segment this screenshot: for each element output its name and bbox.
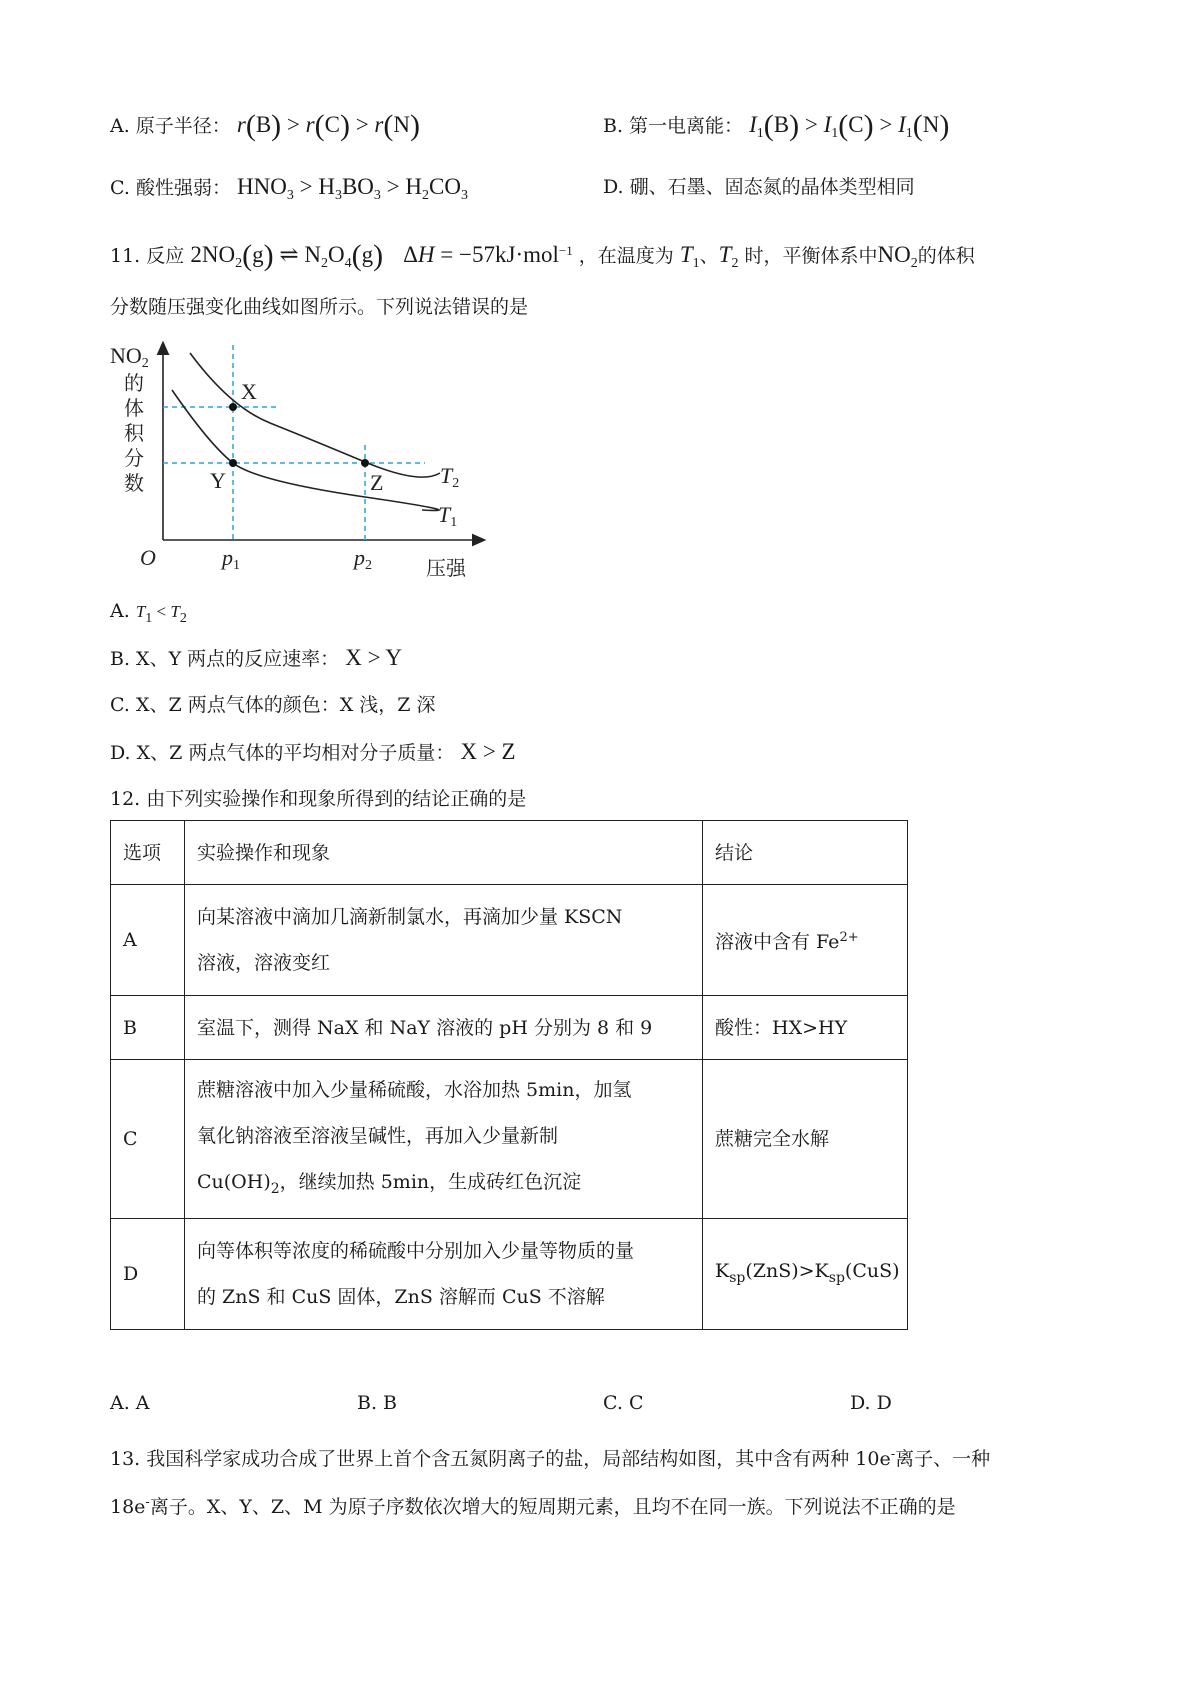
row-c-conclusion: 蔗糖完全水解 <box>703 1060 908 1219</box>
q11-number: 11. <box>110 245 141 267</box>
row-a-op-line1: 向某溶液中滴加几滴新制氯水，再滴加少量 KSCN <box>197 906 623 928</box>
q12-table <box>110 820 908 1330</box>
q13-line1: 13. 我国科学家成功合成了世界上首个含五氮阴离子的盐，局部结构如图，其中含有两种 10e-离子、一种 <box>110 1447 991 1470</box>
q10-option-a <box>110 109 420 142</box>
q11-option-d <box>110 739 516 766</box>
row-c-operation <box>185 1060 703 1219</box>
guide-lines <box>163 345 425 540</box>
row-a-op-line2: 溶液，溶液变红 <box>197 952 331 974</box>
q12-choice-a: A. A <box>110 1392 150 1414</box>
p2-label: p2 <box>354 545 372 573</box>
q11-option-a-expr: $T_1 < T_2$ <box>135 602 187 626</box>
point-x-dot <box>229 403 237 411</box>
q10-option-a-expr: r(B) > r(C) > r(N) <box>236 109 420 142</box>
point-y-label: Y <box>210 468 226 493</box>
point-x-label: X <box>241 379 257 404</box>
q10-option-c-label: C. 酸性强弱： <box>110 177 231 199</box>
y-axis-char-1: 的 <box>124 371 144 395</box>
row-d-conclusion: $K_{sp}(ZnS)>K_{sp}(CuS)$ <box>703 1219 908 1330</box>
x-axis-label: 压强 <box>426 556 466 580</box>
q11-t1: $T_1$ <box>679 242 700 271</box>
q11-lead: 反应 <box>146 245 185 267</box>
q10-option-c-expr: $HNO_3 > H_3BO_3 > H_2CO_3$ <box>237 174 468 203</box>
row-c-op-line2: 氧化钠溶液至溶液呈碱性，再加入少量新制 <box>197 1124 559 1147</box>
header-operation: 实验操作和现象 <box>185 821 703 885</box>
table-row <box>111 996 908 1060</box>
y-axis-char-5: 数 <box>124 471 144 495</box>
q13-line2: 18e-离子。X、Y、Z、M 为原子序数依次增大的短周期元素，且均不在同一族。下列说法不正确的是 <box>110 1495 956 1518</box>
q11-option-a-label: A. <box>110 600 130 622</box>
point-y-dot <box>229 459 237 467</box>
point-z-label: Z <box>370 470 384 495</box>
q10-option-b <box>603 109 950 147</box>
q12-question: 12. 由下列实验操作和现象所得到的结论正确的是 <box>110 788 527 810</box>
q11-tail: 时，平衡体系中 <box>744 245 878 267</box>
row-d-op-line2: 的 ZnS 和 CuS 固体，ZnS 溶解而 CuS 不溶解 <box>197 1286 605 1308</box>
q10-option-b-label: B. 第一电离能： <box>603 115 744 137</box>
y-axis-char-4: 分 <box>124 446 144 470</box>
row-d-option: D <box>111 1219 185 1330</box>
header-option: 选项 <box>111 821 185 885</box>
q11-mid: ，在温度为 <box>578 245 674 267</box>
q12-choice-c: C. C <box>603 1392 644 1414</box>
q11-option-b-expr: X > Y <box>345 645 403 670</box>
row-b-conclusion: 酸性：HX>HY <box>703 996 908 1060</box>
q10-option-b-expr: $I_1(B) > I_1(C) > I_1(N)$ <box>749 109 950 142</box>
y-axis-label-formula: NO2 <box>110 343 149 371</box>
row-d-operation <box>185 1219 703 1330</box>
q11-diagram <box>100 335 500 585</box>
q11-no2: $NO_2$ <box>877 242 918 271</box>
row-a-conclusion: 溶液中含有 $Fe^{2+}$ <box>703 885 908 996</box>
table-header-row <box>111 821 908 885</box>
row-c-option: C <box>111 1060 185 1219</box>
row-c-op-line1: 蔗糖溶液中加入少量稀硫酸，水浴加热 5min，加氢 <box>197 1078 632 1101</box>
table-row <box>111 1219 908 1330</box>
row-a-operation <box>185 885 703 996</box>
q11-tail2: 的体积 <box>917 245 975 267</box>
row-a-option: A <box>111 885 185 996</box>
q11-stem-line1 <box>110 238 975 277</box>
q12-choice-b: B. B <box>357 1392 398 1414</box>
table-row <box>111 1060 908 1219</box>
header-conclusion: 结论 <box>703 821 908 885</box>
row-c-op-line3: $Cu(OH)_2$，继续加热 5min，生成砖红色沉淀 <box>197 1170 582 1197</box>
y-axis-char-2: 体 <box>124 396 144 420</box>
q11-stem-line2: 分数随压强变化曲线如图所示。下列说法错误的是 <box>110 296 529 318</box>
q11-option-c: C. X、Z 两点气体的颜色：X 浅，Z 深 <box>110 694 436 716</box>
q11-option-d-label: D. X、Z 两点气体的平均相对分子质量： <box>110 742 455 764</box>
row-b-operation: 室温下，测得 NaX 和 NaY 溶液的 pH 分别为 8 和 9 <box>185 996 703 1060</box>
curve-t2-label: T2 <box>440 463 460 491</box>
curve-t1-label: T1 <box>438 502 458 530</box>
point-z-dot <box>361 459 369 467</box>
origin-label: O <box>140 545 156 570</box>
q11-t2: $T_2$ <box>718 242 739 271</box>
row-d-op-line1: 向等体积等浓度的稀硫酸中分别加入少量等物质的量 <box>197 1240 635 1262</box>
q11-option-d-expr: X > Z <box>460 739 516 764</box>
q11-enthalpy: ΔH = −57kJ·mol$^{-1}$ <box>403 242 573 267</box>
q11-reaction: $2NO_2(g)$ ⇌ $N_2O_4(g)$ <box>190 239 384 272</box>
row-b-option: B <box>111 996 185 1060</box>
q10-option-c <box>110 174 468 209</box>
q11-option-b-label: B. X、Y 两点的反应速率： <box>110 648 340 670</box>
q11-option-a <box>110 598 187 632</box>
q10-option-d: D. 硼、石墨、固态氮的晶体类型相同 <box>603 176 915 198</box>
q11-sep: 、 <box>699 245 719 267</box>
q12-choice-d: D. D <box>850 1392 892 1414</box>
y-axis-char-3: 积 <box>124 421 144 445</box>
p1-label: p1 <box>222 545 240 573</box>
q10-option-a-label: A. 原子半径： <box>110 115 231 137</box>
q11-option-b <box>110 645 402 672</box>
table-row <box>111 885 908 996</box>
